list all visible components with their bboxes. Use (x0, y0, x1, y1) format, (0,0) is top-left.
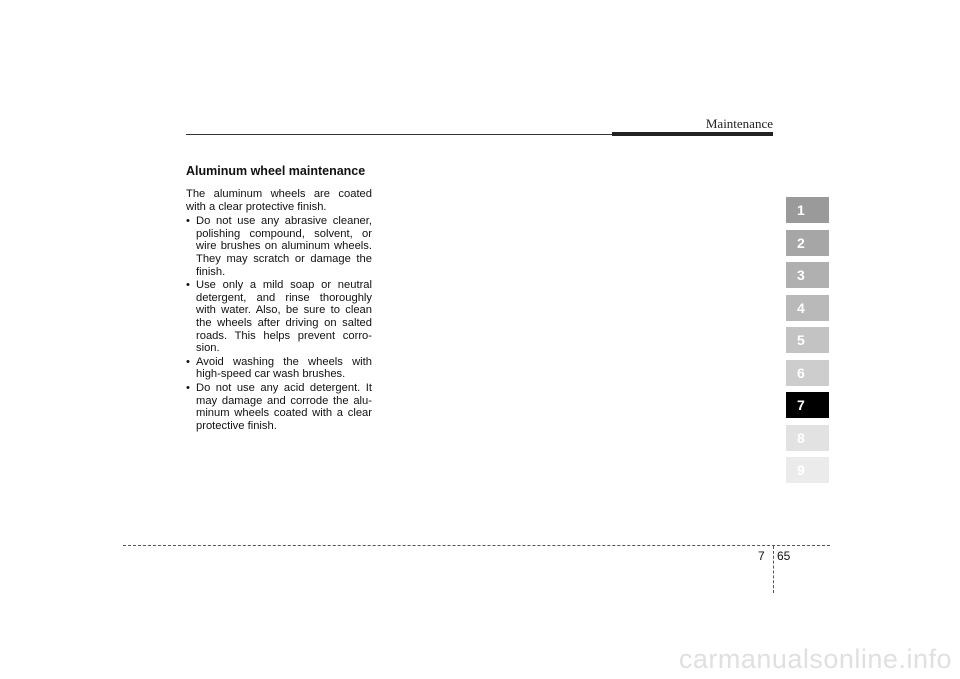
chapter-tabs (786, 197, 829, 490)
list-item: • Do not use any abrasive cleaner, polishing compound, solvent, or wire brushes on aluminum wheels. They may scratch or damage the finish. (186, 215, 372, 278)
bullet-list (186, 215, 372, 432)
chapter-tab-7-active[interactable]: 7 (786, 392, 829, 418)
list-item: • Use only a mild soap or neutral detergent, and rinse thoroughly with water. Also, be sure to clean the wheels after driving on salted roads. This helps prevent corro-sion. (186, 279, 372, 355)
footer-rule (123, 545, 830, 546)
footer-page-number: 65 (777, 549, 791, 563)
chapter-tab-2[interactable]: 2 (786, 230, 829, 256)
list-item: • Avoid washing the wheels with high-speed car wash brushes. (186, 356, 372, 381)
chapter-tab-4[interactable]: 4 (786, 295, 829, 321)
chapter-tab-6[interactable]: 6 (786, 360, 829, 386)
footer-divider (773, 546, 774, 593)
chapter-tab-8[interactable]: 8 (786, 425, 829, 451)
header-rule-accent (612, 132, 773, 136)
watermark-text: carmanualsonline.info (678, 644, 952, 674)
chapter-tab-9[interactable]: 9 (786, 457, 829, 483)
chapter-tab-1[interactable]: 1 (786, 197, 829, 223)
chapter-tab-5[interactable]: 5 (786, 327, 829, 353)
footer-chapter-number: 7 (758, 549, 765, 563)
section-heading: Aluminum wheel maintenance (186, 164, 366, 178)
chapter-tab-3[interactable]: 3 (786, 262, 829, 288)
intro-paragraph: The aluminum wheels are coated with a clear protective finish. (186, 188, 372, 213)
main-content (186, 164, 372, 433)
section-title: Maintenance (705, 116, 773, 131)
list-item: • Do not use any acid detergent. It may damage and corrode the alu-minum wheels coated with a clear protective finish. (186, 382, 372, 432)
